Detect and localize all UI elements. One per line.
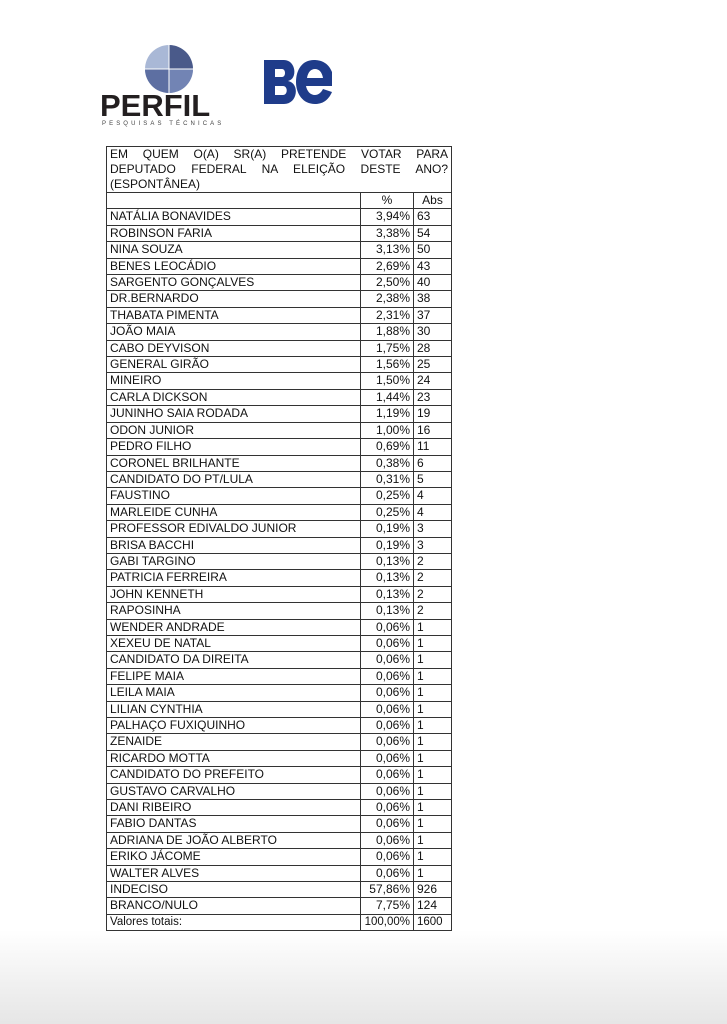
candidate-name: THABATA PIMENTA [107,307,361,323]
table-row [107,225,452,241]
table-row [107,718,452,734]
absolute-value: 25 [414,357,452,373]
percent-value: 0,38% [361,455,414,471]
absolute-value: 19 [414,406,452,422]
table-row [107,701,452,717]
header-absolute: Abs [414,193,452,209]
percent-value: 2,69% [361,258,414,274]
table-row [107,832,452,848]
absolute-value: 2 [414,570,452,586]
absolute-value: 1 [414,685,452,701]
percent-value: 0,31% [361,471,414,487]
table-row [107,668,452,684]
table-row [107,521,452,537]
absolute-value: 2 [414,586,452,602]
table-row [107,865,452,881]
table-row [107,652,452,668]
absolute-value: 926 [414,882,452,898]
percent-value: 1,56% [361,357,414,373]
percent-value: 0,06% [361,635,414,651]
table-row [107,800,452,816]
table-row [107,291,452,307]
candidate-name: FAUSTINO [107,488,361,504]
absolute-value: 4 [414,504,452,520]
percent-value: 0,06% [361,685,414,701]
percent-value: 1,75% [361,340,414,356]
candidate-name: ERIKO JÁCOME [107,849,361,865]
table-row [107,340,452,356]
percent-value: 0,06% [361,718,414,734]
candidate-name: CANDIDATO DO PREFEITO [107,767,361,783]
table-row [107,504,452,520]
candidate-name: CANDIDATO DO PT/LULA [107,471,361,487]
absolute-value: 1 [414,800,452,816]
candidate-name: FABIO DANTAS [107,816,361,832]
percent-value: 0,06% [361,849,414,865]
table-row [107,389,452,405]
percent-value: 0,13% [361,570,414,586]
candidate-name: PROFESSOR EDIVALDO JUNIOR [107,521,361,537]
percent-value: 0,06% [361,701,414,717]
table-row [107,422,452,438]
candidate-name: LEILA MAIA [107,685,361,701]
absolute-value: 16 [414,422,452,438]
percent-value: 0,06% [361,816,414,832]
absolute-value: 1 [414,767,452,783]
candidate-name: NATÁLIA BONAVIDES [107,209,361,225]
candidate-name: SARGENTO GONÇALVES [107,275,361,291]
table-row [107,635,452,651]
absolute-value: 2 [414,553,452,569]
table-row [107,734,452,750]
percent-value: 7,75% [361,898,414,914]
perfil-tagline: PESQUISAS TÉCNICAS [102,121,225,127]
pie-logo-icon [144,44,194,94]
absolute-value: 3 [414,521,452,537]
table-row [107,619,452,635]
candidate-name: GUSTAVO CARVALHO [107,783,361,799]
percent-value: 1,19% [361,406,414,422]
table-row [107,816,452,832]
candidate-name: WALTER ALVES [107,865,361,881]
candidate-name: GENERAL GIRÃO [107,357,361,373]
percent-value: 57,86% [361,882,414,898]
absolute-value: 1 [414,701,452,717]
candidate-name: BRISA BACCHI [107,537,361,553]
absolute-value: 2 [414,603,452,619]
percent-value: 2,38% [361,291,414,307]
absolute-value: 40 [414,275,452,291]
question-row [107,147,452,193]
absolute-value: 63 [414,209,452,225]
absolute-value: 4 [414,488,452,504]
table-row [107,258,452,274]
table-row [107,373,452,389]
absolute-value: 1 [414,619,452,635]
candidate-name: JOHN KENNETH [107,586,361,602]
candidate-name: DR.BERNARDO [107,291,361,307]
voting-intention-table [106,146,452,931]
percent-value: 0,06% [361,619,414,635]
candidate-name: ZENAIDE [107,734,361,750]
absolute-value: 5 [414,471,452,487]
table-row [107,209,452,225]
table-row [107,849,452,865]
absolute-value: 1 [414,783,452,799]
page-bottom-shadow [0,930,727,1024]
table-row [107,357,452,373]
candidate-name: RAPOSINHA [107,603,361,619]
percent-value: 0,06% [361,668,414,684]
table-row [107,488,452,504]
percent-value: 0,13% [361,586,414,602]
table-row [107,783,452,799]
absolute-value: 1 [414,750,452,766]
candidate-name: LILIAN CYNTHIA [107,701,361,717]
table-row [107,553,452,569]
percent-value: 0,13% [361,603,414,619]
perfil-wordmark: PERFIL [100,88,211,123]
table-row [107,586,452,602]
percent-value: 0,13% [361,553,414,569]
table-row [107,537,452,553]
absolute-value: 6 [414,455,452,471]
candidate-name: RICARDO MOTTA [107,750,361,766]
percent-value: 0,06% [361,783,414,799]
absolute-value: 43 [414,258,452,274]
percent-value: 0,69% [361,439,414,455]
percent-value: 0,25% [361,504,414,520]
table-row [107,685,452,701]
candidate-name: WENDER ANDRADE [107,619,361,635]
absolute-value: 54 [414,225,452,241]
candidate-name: DANI RIBEIRO [107,800,361,816]
table-row [107,898,452,914]
percent-value: 0,25% [361,488,414,504]
absolute-value: 3 [414,537,452,553]
candidate-name: ROBINSON FARIA [107,225,361,241]
header-percent: % [361,193,414,209]
table-row [107,324,452,340]
percent-value: 3,13% [361,242,414,258]
percent-value: 2,31% [361,307,414,323]
table-row [107,406,452,422]
table-row [107,603,452,619]
candidate-name: CORONEL BRILHANTE [107,455,361,471]
candidate-name: FELIPE MAIA [107,668,361,684]
absolute-value: 37 [414,307,452,323]
percent-value: 0,06% [361,652,414,668]
absolute-value: 28 [414,340,452,356]
absolute-value: 50 [414,242,452,258]
percent-value: 0,06% [361,767,414,783]
candidate-name: MINEIRO [107,373,361,389]
column-header-row [107,193,452,209]
header-blank-cell [107,193,361,209]
absolute-value: 1 [414,635,452,651]
absolute-value: 11 [414,439,452,455]
candidate-name: BENES LEOCÁDIO [107,258,361,274]
absolute-value: 1 [414,668,452,684]
absolute-value: 1 [414,832,452,848]
absolute-value: 124 [414,898,452,914]
percent-value: 1,88% [361,324,414,340]
percent-value: 3,38% [361,225,414,241]
percent-value: 1,50% [361,373,414,389]
absolute-value: 1 [414,718,452,734]
percent-value: 0,06% [361,832,414,848]
candidate-name: MARLEIDE CUNHA [107,504,361,520]
question-line-2: DEPUTADO FEDERAL NA ELEIÇÃO DESTE ANO? [110,162,449,176]
candidate-name: CARLA DICKSON [107,389,361,405]
candidate-name: CANDIDATO DA DIREITA [107,652,361,668]
total-percent: 100,00% [361,914,414,930]
candidate-name: PATRICIA FERREIRA [107,570,361,586]
table-row [107,570,452,586]
candidate-name: JOÃO MAIA [107,324,361,340]
be-logo-icon [262,58,334,106]
percent-value: 1,44% [361,389,414,405]
table-row [107,455,452,471]
question-text [107,147,452,193]
table-row [107,275,452,291]
percent-value: 0,19% [361,521,414,537]
table-row [107,242,452,258]
absolute-value: 1 [414,652,452,668]
absolute-value: 30 [414,324,452,340]
table-row [107,307,452,323]
total-label: Valores totais: [107,914,361,930]
candidate-name: PALHAÇO FUXIQUINHO [107,718,361,734]
percent-value: 3,94% [361,209,414,225]
total-absolute: 1600 [414,914,452,930]
candidate-name: ODON JUNIOR [107,422,361,438]
percent-value: 1,00% [361,422,414,438]
absolute-value: 1 [414,816,452,832]
candidate-name: INDECISO [107,882,361,898]
table-row [107,882,452,898]
percent-value: 0,06% [361,865,414,881]
candidate-name: GABI TARGINO [107,553,361,569]
candidate-name: BRANCO/NULO [107,898,361,914]
candidate-name: ADRIANA DE JOÃO ALBERTO [107,832,361,848]
percent-value: 2,50% [361,275,414,291]
percent-value: 0,06% [361,750,414,766]
candidate-name: PEDRO FILHO [107,439,361,455]
total-row [107,914,452,930]
percent-value: 0,06% [361,734,414,750]
candidate-name: JUNINHO SAIA RODADA [107,406,361,422]
percent-value: 0,19% [361,537,414,553]
percent-value: 0,06% [361,800,414,816]
candidate-name: NINA SOUZA [107,242,361,258]
absolute-value: 38 [414,291,452,307]
absolute-value: 23 [414,389,452,405]
absolute-value: 1 [414,865,452,881]
table-row [107,767,452,783]
absolute-value: 1 [414,849,452,865]
question-line-3: (ESPONTÂNEA) [110,177,201,191]
absolute-value: 24 [414,373,452,389]
candidate-name: XEXEU DE NATAL [107,635,361,651]
perfil-logo [100,44,240,130]
candidate-name: CABO DEYVISON [107,340,361,356]
question-line-1: EM QUEM O(A) SR(A) PRETENDE VOTAR PARA [110,147,449,161]
absolute-value: 1 [414,734,452,750]
table-row [107,750,452,766]
table-row [107,471,452,487]
table-row [107,439,452,455]
